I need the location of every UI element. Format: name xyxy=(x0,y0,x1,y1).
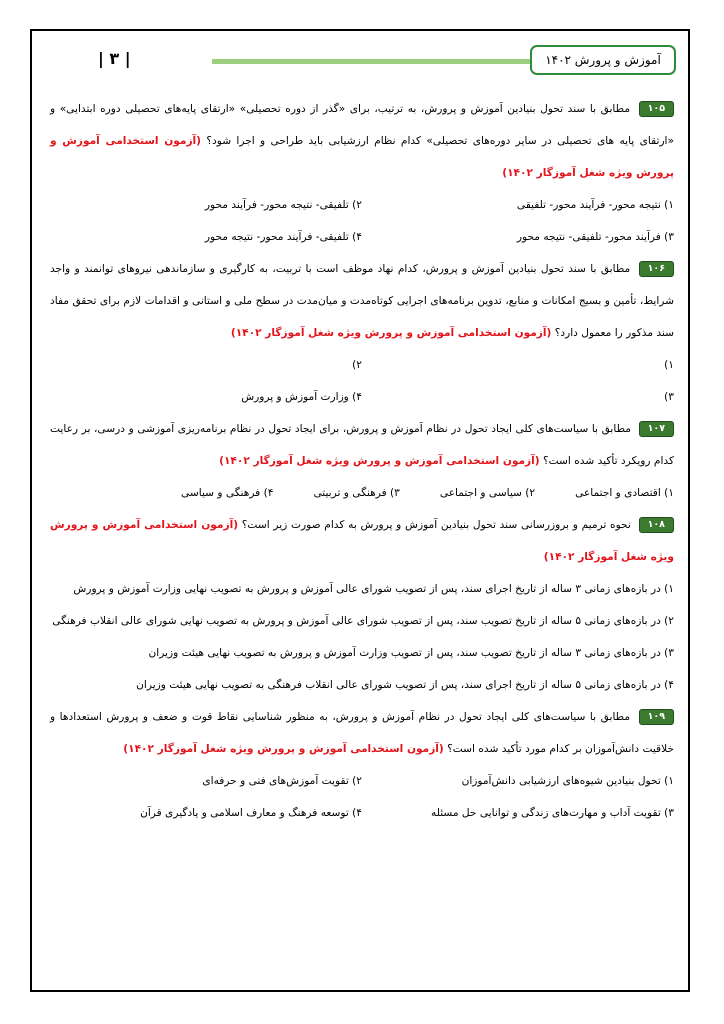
question-number: ۱۰۶ xyxy=(639,261,674,277)
page-frame xyxy=(30,29,690,992)
question-source: (آزمون استخدامی آموزش و پرورش ویژه شغل آموزگار ۱۴۰۲) xyxy=(219,455,540,467)
question-source: (آزمون استخدامی آموزش و پرورش ویژه شغل آموزگار ۱۴۰۲) xyxy=(50,135,674,179)
page-number: | ۳ | xyxy=(98,49,131,68)
question-number: ۱۰۹ xyxy=(639,709,674,725)
option: ۳) xyxy=(664,391,674,403)
question-109 xyxy=(50,701,674,765)
question-number: ۱۰۷ xyxy=(639,421,674,437)
option: ۳) فرهنگی و تربیتی xyxy=(313,487,400,499)
options-107 xyxy=(50,477,674,509)
question-source: (آزمون استخدامی آموزش و پرورش ویژه شغل آموزگار ۱۴۰۲) xyxy=(50,519,674,563)
header-rule xyxy=(212,59,530,64)
question-source: (آزمون استخدامی آموزش و پرورش ویژه شغل آموزگار ۱۴۰۲) xyxy=(123,743,444,755)
question-text: مطابق با سیاست‌های کلی ایجاد تحول در نظام آموزش و پرورش، برای ایجاد تحول در نظام برنامه‌ریزی آموزشی و درسی، بر رعایت کدام رویکرد تأکید شده است؟ xyxy=(50,423,674,467)
option: ۳) تقویت آداب و مهارت‌های زندگی و توانایی حل مسئله xyxy=(431,807,674,819)
option: ۱) اقتصادی و اجتماعی xyxy=(575,487,674,499)
question-text: مطابق با سیاست‌های کلی ایجاد تحول در نظام آموزش و پرورش، به منظور شناسایی نقاط قوت و ضعف و پرورش استعدادها و خلاقیت دانش‌آموزان بر کدام مورد تأکید شده است؟ xyxy=(50,711,674,755)
option: ۲) xyxy=(352,359,362,371)
option: ۲) سیاسی و اجتماعی xyxy=(439,487,536,499)
option: ۴) توسعه فرهنگ و معارف اسلامی و یادگیری قرآن xyxy=(140,807,362,819)
options-106 xyxy=(50,349,674,413)
question-106 xyxy=(50,253,674,349)
question-105 xyxy=(50,93,674,189)
option: ۱) نتیجه محور- فرآیند محور- تلفیقی xyxy=(516,199,674,211)
option: ۱) xyxy=(664,359,674,371)
question-source: (آزمون استخدامی آموزش و پرورش ویژه شغل آموزگار ۱۴۰۲) xyxy=(230,327,552,339)
question-number: ۱۰۸ xyxy=(639,517,674,533)
option: ۲) تلفیقی- نتیجه محور- فرآیند محور xyxy=(204,199,362,211)
option: ۳) فرآیند محور- تلفیقی- نتیجه محور xyxy=(516,231,674,243)
page-header xyxy=(32,45,688,77)
header-title: آموزش و پرورش ۱۴۰۲ xyxy=(530,45,676,75)
option: ۴) تلفیقی- فرآیند محور- نتیجه محور xyxy=(204,231,362,243)
option: ۳) در بازه‌های زمانی ۳ ساله از تاریخ تصویب سند، پس از تصویب وزارت آموزش و پرورش به تصویب نهایی هیئت وزیران xyxy=(148,647,674,659)
option: ۴) وزارت آموزش و پرورش xyxy=(241,391,362,403)
option: ۲) در بازه‌های زمانی ۵ ساله از تاریخ تصویب سند، پس از تصویب شورای عالی آموزش و پرورش به تصویب نهایی شورای عالی انقلاب فرهنگی xyxy=(52,615,674,627)
question-number: ۱۰۵ xyxy=(639,101,674,117)
option: ۱) در بازه‌های زمانی ۳ ساله از تاریخ اجرای سند، پس از تصویب شورای عالی آموزش و پرورش به تصویب نهایی وزارت آموزش و پرورش xyxy=(73,583,674,595)
option: ۱) تحول بنیادین شیوه‌های ارزشیابی دانش‌آموزان xyxy=(461,775,674,787)
questions xyxy=(50,93,674,829)
question-text: مطابق با سند تحول بنیادین آموزش و پرورش، کدام نهاد موظف است با تربیت، به کارگیری و سازماندهی نیروهای توانمند و واجد شرایط، تأمین و بسیج امکانات و منابع، تدوین برنامه‌های اجرایی کوتاه‌مدت و میان‌مدت در سطح ملی و استانی و اقدامات لازم برای تحقق مفاد سند مذکور را معمول دارد؟ xyxy=(50,263,674,339)
options-109 xyxy=(50,765,674,829)
options-105 xyxy=(50,189,674,253)
option: ۴) فرهنگی و سیاسی xyxy=(181,487,274,499)
option: ۲) تقویت آموزش‌های فنی و حرفه‌ای xyxy=(202,775,362,787)
question-text: مطابق با سند تحول بنیادین آموزش و پرورش، به ترتیب، برای «گذر از دوره تحصیلی» «ارتقای پایه‌های تحصیلی دوره ابتدایی» و «ارتقای پایه های تحصیلی در سایر دوره‌های تحصیلی» کدام نظام ارزشیابی باید طراحی و اجرا شود؟ xyxy=(50,103,674,147)
question-108 xyxy=(50,509,674,573)
question-text: نحوه ترمیم و بروزرسانی سند تحول بنیادین آموزش و پرورش به کدام صورت زیر است؟ xyxy=(241,519,631,531)
question-107 xyxy=(50,413,674,477)
option: ۴) در بازه‌های زمانی ۵ ساله از تاریخ اجرای سند، پس از تصویب شورای عالی انقلاب فرهنگی به تصویب نهایی هیئت وزیران xyxy=(136,679,674,691)
